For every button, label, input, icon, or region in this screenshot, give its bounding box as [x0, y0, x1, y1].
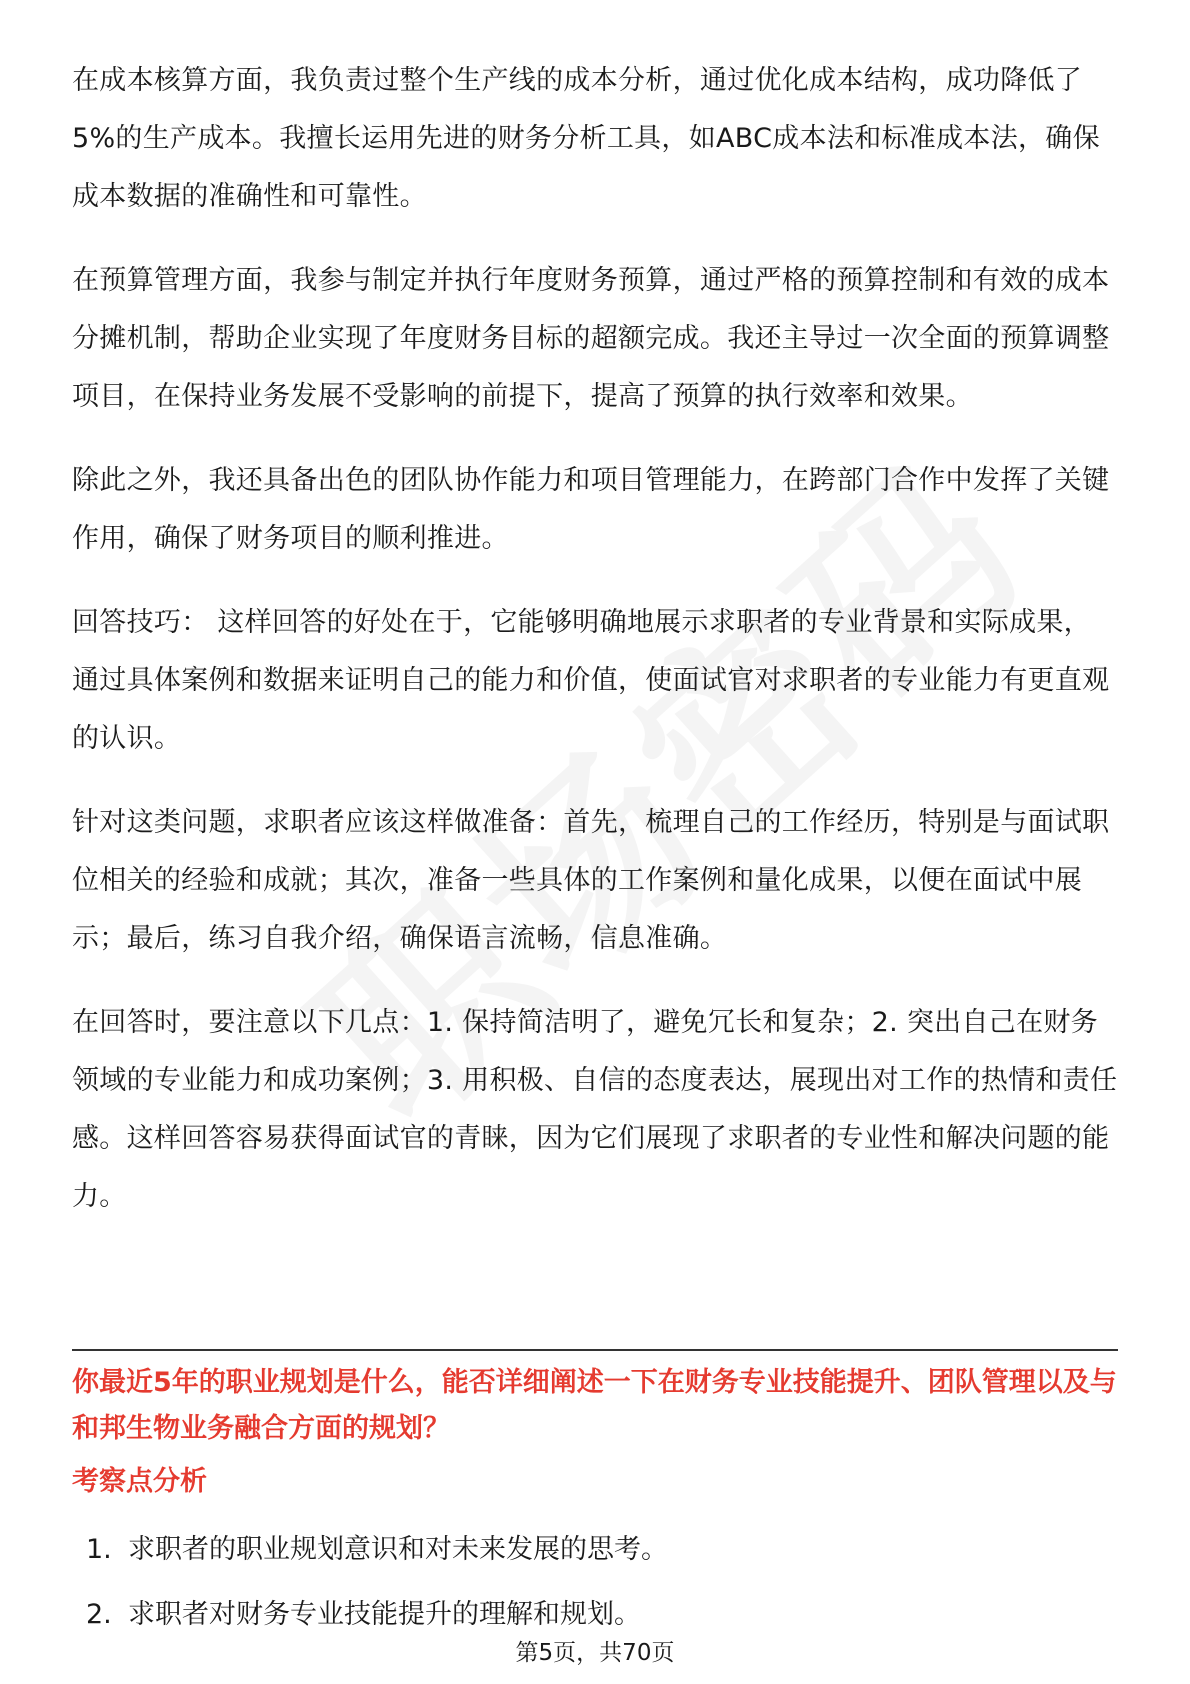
list-item-text: 求职者的职业规划意识和对未来发展的思考。	[128, 1534, 668, 1565]
paragraph-teamwork: 除此之外，我还具备出色的团队协作能力和项目管理能力，在跨部门合作中发挥了关键作用，确保了财务项目的顺利推进。	[72, 465, 1110, 554]
list-item-number: 2.	[86, 1599, 112, 1630]
analysis-heading: 考察点分析	[72, 1466, 207, 1497]
paragraph-preparation: 针对这类问题，求职者应该这样做准备：首先，梳理自己的工作经历，特别是与面试职位相关的经验和成就；其次，准备一些具体的工作案例和量化成果，以便在面试中展示；最后，练习自我介绍，确保语言流畅，信息准确。	[72, 807, 1110, 954]
paragraph-notes: 在回答时，要注意以下几点：1. 保持简洁明了，避免冗长和复杂；2. 突出自己在财务领域的专业能力和成功案例；3. 用积极、自信的态度表达，展现出对工作的热情和责任感。这样回答容易获得面试官的青睐，因为它们展现了求职者的专业性和解决问题的能力。	[72, 1007, 1118, 1212]
list-item-text: 求职者对财务专业技能提升的理解和规划。	[128, 1599, 641, 1630]
paragraph-cost-accounting: 在成本核算方面，我负责过整个生产线的成本分析，通过优化成本结构，成功降低了5%的生产成本。我擅长运用先进的财务分析工具，如ABC成本法和标准成本法，确保成本数据的准确性和可靠性。	[72, 65, 1100, 212]
question-title: 你最近5年的职业规划是什么，能否详细阐述一下在财务专业技能提升、团队管理以及与和邦生物业务融合方面的规划？	[72, 1367, 1117, 1444]
section-divider	[72, 1349, 1118, 1351]
list-item	[86, 1530, 1116, 1570]
list-item-number: 1.	[86, 1534, 112, 1565]
list-item	[86, 1595, 1116, 1635]
page-number: 第5页，共70页	[515, 1640, 675, 1666]
paragraph-answer-tips: 回答技巧： 这样回答的好处在于，它能够明确地展示求职者的专业背景和实际成果，通过具体案例和数据来证明自己的能力和价值，使面试官对求职者的专业能力有更直观的认识。	[72, 607, 1110, 754]
answer-body	[72, 52, 1118, 1252]
paragraph-budget-management: 在预算管理方面，我参与制定并执行年度财务预算，通过严格的预算控制和有效的成本分摊机制，帮助企业实现了年度财务目标的超额完成。我还主导过一次全面的预算调整项目，在保持业务发展不受影响的前提下，提高了预算的执行效率和效果。	[72, 265, 1110, 412]
